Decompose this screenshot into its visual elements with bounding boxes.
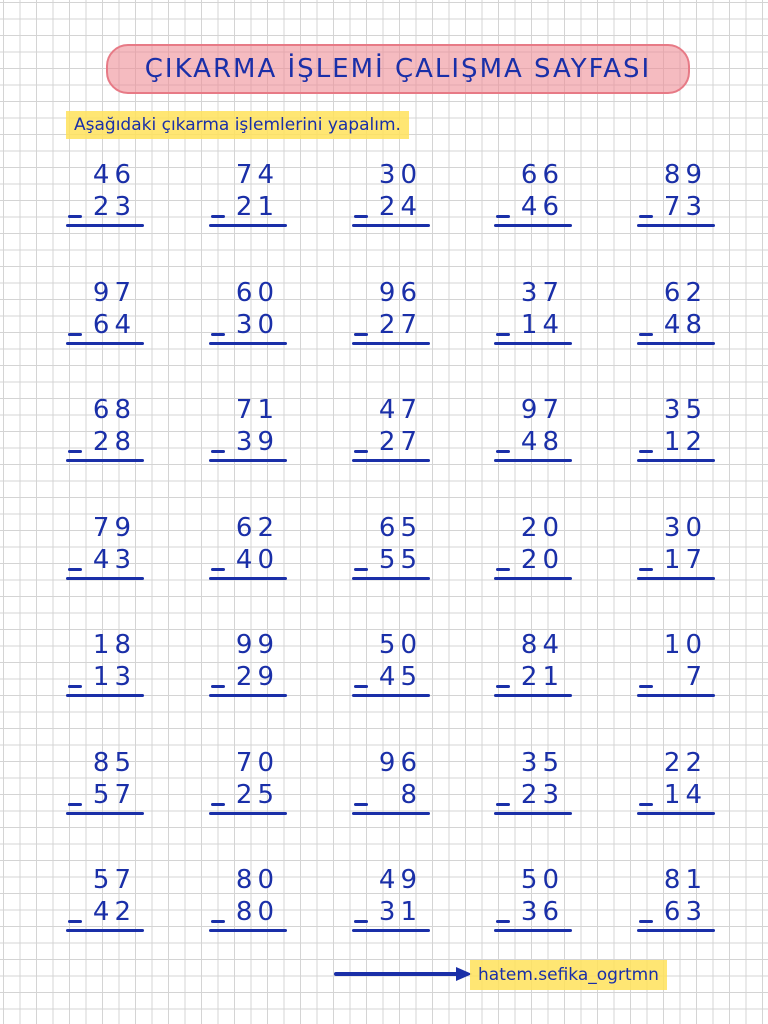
answer-line — [637, 342, 715, 345]
subtraction-problem — [490, 865, 576, 945]
minus-sign-icon — [68, 920, 82, 923]
subtrahend: 8 — [400, 780, 422, 810]
subtrahend: 30 — [235, 310, 279, 340]
answer-line — [66, 224, 144, 227]
arrow-right-icon — [334, 966, 474, 982]
answer-line — [637, 224, 715, 227]
subtraction-problem — [62, 513, 148, 593]
answer-line — [637, 812, 715, 815]
minus-sign-icon — [354, 920, 368, 923]
subtraction-problem — [348, 160, 434, 240]
answer-line — [494, 929, 572, 932]
minus-sign-icon — [639, 803, 653, 806]
subtrahend: 39 — [235, 427, 279, 457]
subtrahend: 23 — [520, 780, 564, 810]
subtraction-problem — [348, 513, 434, 593]
subtraction-problem — [348, 395, 434, 475]
minuend: 46 — [92, 160, 136, 190]
subtraction-problem — [490, 748, 576, 828]
answer-line — [494, 694, 572, 697]
minus-sign-icon — [354, 215, 368, 218]
subtrahend: 55 — [378, 545, 422, 575]
minuend: 99 — [235, 630, 279, 660]
subtraction-problem — [348, 278, 434, 358]
subtraction-problem — [633, 513, 719, 593]
subtraction-problem — [205, 865, 291, 945]
subtrahend: 23 — [92, 192, 136, 222]
subtrahend: 43 — [92, 545, 136, 575]
answer-line — [66, 459, 144, 462]
subtraction-problem — [490, 160, 576, 240]
minuend: 10 — [663, 630, 707, 660]
subtrahend: 64 — [92, 310, 136, 340]
subtraction-problem — [490, 395, 576, 475]
minuend: 20 — [520, 513, 564, 543]
subtraction-problem — [62, 278, 148, 358]
minuend: 62 — [663, 278, 707, 308]
subtraction-problem — [205, 395, 291, 475]
answer-line — [209, 577, 287, 580]
minus-sign-icon — [496, 215, 510, 218]
minus-sign-icon — [496, 920, 510, 923]
subtrahend: 29 — [235, 662, 279, 692]
subtraction-problem — [62, 748, 148, 828]
subtraction-problem — [633, 865, 719, 945]
answer-line — [66, 812, 144, 815]
answer-line — [66, 577, 144, 580]
subtraction-problem — [633, 395, 719, 475]
minuend: 30 — [663, 513, 707, 543]
minus-sign-icon — [68, 568, 82, 571]
subtraction-problem — [62, 160, 148, 240]
subtrahend: 40 — [235, 545, 279, 575]
subtrahend: 27 — [378, 310, 422, 340]
subtraction-problem — [490, 630, 576, 710]
instruction-text: Aşağıdaki çıkarma işlemlerini yapalım. — [74, 115, 401, 135]
minus-sign-icon — [211, 920, 225, 923]
minus-sign-icon — [639, 685, 653, 688]
subtrahend: 36 — [520, 897, 564, 927]
subtrahend: 48 — [663, 310, 707, 340]
title-banner — [106, 44, 690, 94]
answer-line — [637, 459, 715, 462]
subtraction-problem — [205, 160, 291, 240]
minuend: 96 — [378, 278, 422, 308]
instruction-highlight — [66, 111, 409, 139]
minuend: 50 — [520, 865, 564, 895]
minuend: 35 — [520, 748, 564, 778]
minus-sign-icon — [496, 568, 510, 571]
subtrahend: 13 — [92, 662, 136, 692]
minus-sign-icon — [496, 803, 510, 806]
minuend: 96 — [378, 748, 422, 778]
minuend: 62 — [235, 513, 279, 543]
minus-sign-icon — [68, 685, 82, 688]
subtraction-problem — [205, 513, 291, 593]
subtrahend: 17 — [663, 545, 707, 575]
answer-line — [494, 224, 572, 227]
subtraction-problem — [205, 630, 291, 710]
minus-sign-icon — [211, 333, 225, 336]
page-title: ÇIKARMA İŞLEMİ ÇALIŞMA SAYFASI — [144, 54, 652, 84]
subtrahend: 21 — [235, 192, 279, 222]
minus-sign-icon — [496, 450, 510, 453]
answer-line — [66, 929, 144, 932]
subtraction-problem — [348, 865, 434, 945]
subtrahend: 73 — [663, 192, 707, 222]
subtraction-problem — [490, 278, 576, 358]
answer-line — [494, 812, 572, 815]
minus-sign-icon — [496, 685, 510, 688]
minuend: 97 — [92, 278, 136, 308]
answer-line — [209, 342, 287, 345]
minus-sign-icon — [211, 685, 225, 688]
subtrahend: 21 — [520, 662, 564, 692]
answer-line — [494, 577, 572, 580]
minuend: 60 — [235, 278, 279, 308]
subtrahend: 48 — [520, 427, 564, 457]
subtraction-problem — [633, 748, 719, 828]
subtraction-problem — [62, 865, 148, 945]
subtrahend: 28 — [92, 427, 136, 457]
minuend: 84 — [520, 630, 564, 660]
answer-line — [66, 694, 144, 697]
subtrahend: 25 — [235, 780, 279, 810]
minus-sign-icon — [211, 215, 225, 218]
subtrahend: 31 — [378, 897, 422, 927]
subtrahend: 42 — [92, 897, 136, 927]
minuend: 22 — [663, 748, 707, 778]
answer-line — [352, 342, 430, 345]
subtraction-problem — [633, 278, 719, 358]
minuend: 97 — [520, 395, 564, 425]
subtraction-problem — [62, 395, 148, 475]
minus-sign-icon — [68, 215, 82, 218]
answer-line — [352, 577, 430, 580]
answer-line — [494, 459, 572, 462]
answer-line — [209, 929, 287, 932]
answer-line — [637, 577, 715, 580]
answer-line — [637, 929, 715, 932]
subtrahend: 20 — [520, 545, 564, 575]
minuend: 47 — [378, 395, 422, 425]
minus-sign-icon — [211, 450, 225, 453]
subtrahend: 14 — [663, 780, 707, 810]
answer-line — [352, 459, 430, 462]
answer-line — [494, 342, 572, 345]
minuend: 79 — [92, 513, 136, 543]
minuend: 68 — [92, 395, 136, 425]
minuend: 80 — [235, 865, 279, 895]
minuend: 57 — [92, 865, 136, 895]
minus-sign-icon — [639, 215, 653, 218]
subtraction-problem — [348, 630, 434, 710]
minus-sign-icon — [211, 568, 225, 571]
subtrahend: 14 — [520, 310, 564, 340]
subtraction-problem — [62, 630, 148, 710]
subtraction-problem — [633, 630, 719, 710]
answer-line — [209, 812, 287, 815]
signature-highlight — [470, 960, 667, 990]
minuend: 85 — [92, 748, 136, 778]
minuend: 49 — [378, 865, 422, 895]
minus-sign-icon — [639, 333, 653, 336]
answer-line — [209, 459, 287, 462]
minus-sign-icon — [639, 920, 653, 923]
minus-sign-icon — [354, 568, 368, 571]
subtrahend: 57 — [92, 780, 136, 810]
subtraction-problem — [348, 748, 434, 828]
minus-sign-icon — [496, 333, 510, 336]
subtraction-problem — [633, 160, 719, 240]
minuend: 35 — [663, 395, 707, 425]
minuend: 70 — [235, 748, 279, 778]
minuend: 71 — [235, 395, 279, 425]
minuend: 37 — [520, 278, 564, 308]
answer-line — [352, 694, 430, 697]
minus-sign-icon — [354, 333, 368, 336]
minus-sign-icon — [639, 568, 653, 571]
subtraction-problem — [205, 748, 291, 828]
subtraction-problem — [205, 278, 291, 358]
answer-line — [352, 929, 430, 932]
subtrahend: 80 — [235, 897, 279, 927]
subtrahend: 7 — [685, 662, 707, 692]
signature-text: hatem.sefika_ogrtmn — [478, 965, 659, 985]
answer-line — [352, 224, 430, 227]
answer-line — [66, 342, 144, 345]
minuend: 66 — [520, 160, 564, 190]
minuend: 18 — [92, 630, 136, 660]
subtraction-problem — [490, 513, 576, 593]
minuend: 81 — [663, 865, 707, 895]
minuend: 50 — [378, 630, 422, 660]
minuend: 74 — [235, 160, 279, 190]
minus-sign-icon — [68, 450, 82, 453]
subtrahend: 45 — [378, 662, 422, 692]
minuend: 65 — [378, 513, 422, 543]
minus-sign-icon — [211, 803, 225, 806]
answer-line — [637, 694, 715, 697]
minus-sign-icon — [639, 450, 653, 453]
minus-sign-icon — [68, 333, 82, 336]
minuend: 89 — [663, 160, 707, 190]
answer-line — [209, 694, 287, 697]
subtrahend: 46 — [520, 192, 564, 222]
minus-sign-icon — [354, 685, 368, 688]
subtrahend: 24 — [378, 192, 422, 222]
minus-sign-icon — [354, 803, 368, 806]
minus-sign-icon — [354, 450, 368, 453]
minus-sign-icon — [68, 803, 82, 806]
answer-line — [209, 224, 287, 227]
subtrahend: 63 — [663, 897, 707, 927]
answer-line — [352, 812, 430, 815]
subtrahend: 12 — [663, 427, 707, 457]
subtrahend: 27 — [378, 427, 422, 457]
minuend: 30 — [378, 160, 422, 190]
